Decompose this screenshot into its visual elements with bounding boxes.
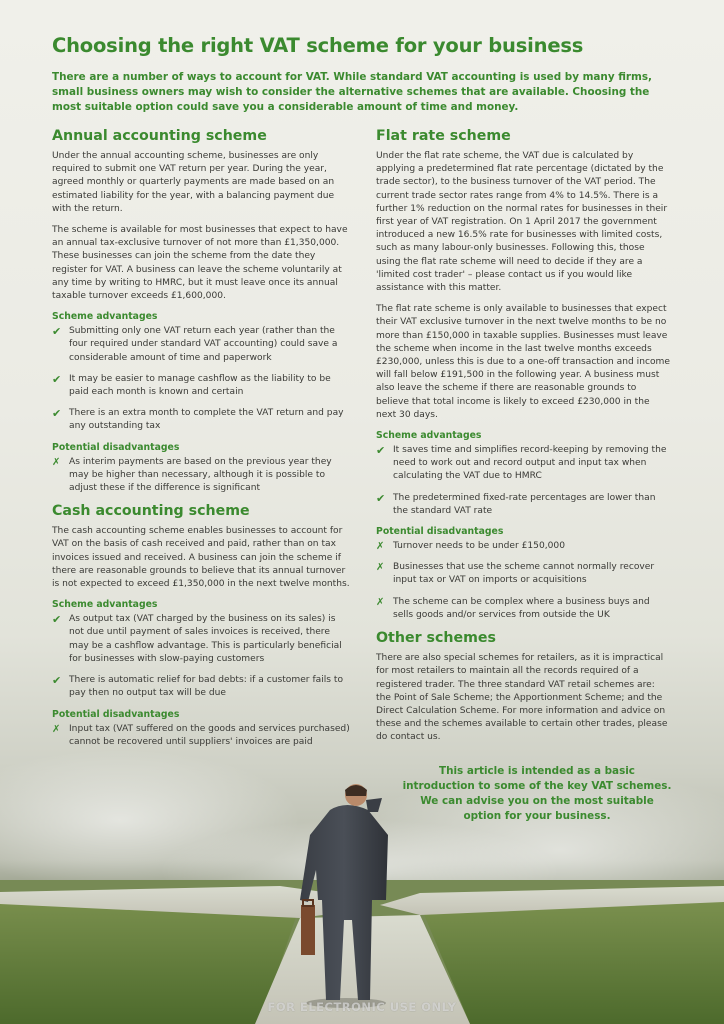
list-item: ✗ Businesses that use the scheme cannot normally recover input tax or VAT on imports or acquisitions	[376, 562, 655, 586]
annual-paragraph-1: Under the annual accounting scheme, businesses are only required to submit one VAT return per year. During the year, agreed monthly or quarterly payments are made based on an estimated liability for the year, with a balancing payment due with the return.	[52, 151, 335, 214]
cross-icon: ✗	[376, 596, 385, 608]
annual-paragraph-2: The scheme is available for most businesses that expect to have an annual tax-exclusive turnover of not more than £1,350,000. These businesses can join the scheme from the date they register for VAT. A business can leave the scheme voluntarily at any time by writing to HMRC, but it must leave once its annual taxable turnover exceeds £1,600,000.	[52, 225, 348, 302]
right-column	[376, 128, 672, 753]
list-item: ✔ As output tax (VAT charged by the business on its sales) is not due until payment of sales invoices is received, there may be a cashflow advantage. This is particularly beneficial for businesses with slow-paying customers	[52, 613, 342, 664]
flat-disadvantages-list	[376, 540, 672, 622]
annual-disadvantages-heading: Potential disadvantages	[52, 441, 180, 453]
flat-paragraph-2: The flat rate scheme is only available to businesses that expect their VAT exclusive turnover in the next twelve months to be no more than £150,000 in taxable supplies. Businesses must leave the scheme when income in the last twelve months exceeds £230,000, unless this is due to a one-off transaction and income will fall below £191,500 in the following year. A business must also leave the scheme if there are reasonable grounds to believe that total income is likely to exceed £230,000 in the next 30 days.	[376, 304, 670, 420]
list-item: ✔ It saves time and simplifies record-keeping by removing the need to work out and record output and input tax when calculating the VAT due to HMRC	[376, 444, 667, 482]
list-item: ✗ Input tax (VAT suffered on the goods and services purchased) cannot be recovered until suppliers' invoices are paid	[52, 723, 350, 747]
list-item: ✔ The predetermined fixed-rate percentages are lower than the standard VAT rate	[376, 491, 656, 516]
flat-advantages-heading: Scheme advantages	[376, 430, 482, 442]
cross-icon: ✗	[52, 723, 61, 735]
flat-heading: Flat rate scheme	[376, 128, 511, 144]
tick-icon: ✔	[376, 444, 386, 458]
cross-icon: ✗	[376, 562, 385, 574]
watermark: FOR ELECTRONIC USE ONLY	[267, 1000, 457, 1014]
tick-icon: ✔	[52, 407, 62, 421]
cash-paragraph-1: The cash accounting scheme enables businesses to account for VAT on the basis of cash received and paid, rather than on tax invoices issued and received. A business can join the scheme if there are reasonable grounds to believe that its annual turnover is not expected to exceed £1,350,000 in the next twelve months.	[52, 526, 350, 590]
list-item: ✔ There is automatic relief for bad debts: if a customer fails to pay then no output tax will be due	[52, 674, 344, 699]
list-item: ✔ It may be easier to manage cashflow as the liability to be paid each month is known and certain	[52, 372, 331, 398]
page-title: Choosing the right VAT scheme for your business	[52, 34, 584, 57]
left-column	[52, 128, 350, 757]
flat-paragraph-1: Under the flat rate scheme, the VAT due is calculated by applying a predetermined flat rate percentage (dictated by the trade sector), to the business turnover of the VAT period. The current trade sector rates range from 4% to 14.5%. There is a further 1% reduction on the normal rates for businesses in their first year of VAT registration. On 1 April 2017 the government introduced a new 16.5% rate for businesses with limited costs, such as many labour-only businesses. Following this, those using the flat rate scheme will need to decide if they are a 'limited cost trader' – please contact us if you would like assistance with this matter.	[376, 151, 668, 294]
tick-icon: ✔	[52, 325, 62, 339]
tick-icon: ✔	[52, 674, 62, 688]
list-item: ✗ The scheme can be complex where a business buys and sells goods and/or services from outside the UK	[376, 596, 650, 620]
annual-heading: Annual accounting scheme	[52, 128, 267, 144]
cash-disadvantages-list	[52, 723, 350, 749]
cross-icon: ✗	[52, 456, 61, 468]
closing-statement: This article is intended as a basic introduction to some of the key VAT schemes. We can advise you on the most suitable option for your business.	[402, 765, 672, 822]
intro-paragraph: There are a number of ways to account for VAT. While standard VAT accounting is used by many firms, small business owners may wish to consider the alternative schemes that are available. Choosing the most suitable option could save you a considerable amount of time and money.	[52, 71, 652, 113]
annual-disadvantages-list	[52, 456, 350, 496]
annual-advantages-heading: Scheme advantages	[52, 311, 158, 323]
cash-advantages-heading: Scheme advantages	[52, 599, 158, 611]
tick-icon: ✔	[376, 491, 386, 505]
tick-icon: ✔	[52, 613, 62, 627]
flat-advantages-list	[376, 444, 672, 518]
other-heading: Other schemes	[376, 630, 496, 647]
cross-icon: ✗	[376, 541, 385, 553]
annual-advantages-list	[52, 325, 350, 433]
cash-heading: Cash accounting scheme	[52, 503, 250, 520]
list-item: ✗ Turnover needs to be under £150,000	[376, 541, 565, 553]
cash-advantages-list	[52, 613, 350, 700]
other-paragraph-1: There are also special schemes for retailers, as it is impractical for most retailers to maintain all the records required of a registered trader. The three standard VAT retail schemes are: the Point of Sale Scheme; the Apportionment Scheme; and the Direct Calculation Scheme. For more information and advice on these and the schemes available to certain other trades, please do contact us.	[376, 653, 668, 743]
list-item: ✔ There is an extra month to complete the VAT return and pay any outstanding tax	[52, 407, 344, 432]
cash-disadvantages-heading: Potential disadvantages	[52, 708, 180, 720]
tick-icon: ✔	[52, 372, 62, 386]
list-item: ✔ Submitting only one VAT return each year (rather than the four required under standard VAT accounting) could save a considerable amount of time and paperwork	[52, 325, 338, 363]
flat-disadvantages-heading: Potential disadvantages	[376, 526, 504, 538]
list-item: ✗ As interim payments are based on the previous year they may be higher than necessary, although it is possible to adjust these if the difference is significant	[52, 456, 332, 494]
